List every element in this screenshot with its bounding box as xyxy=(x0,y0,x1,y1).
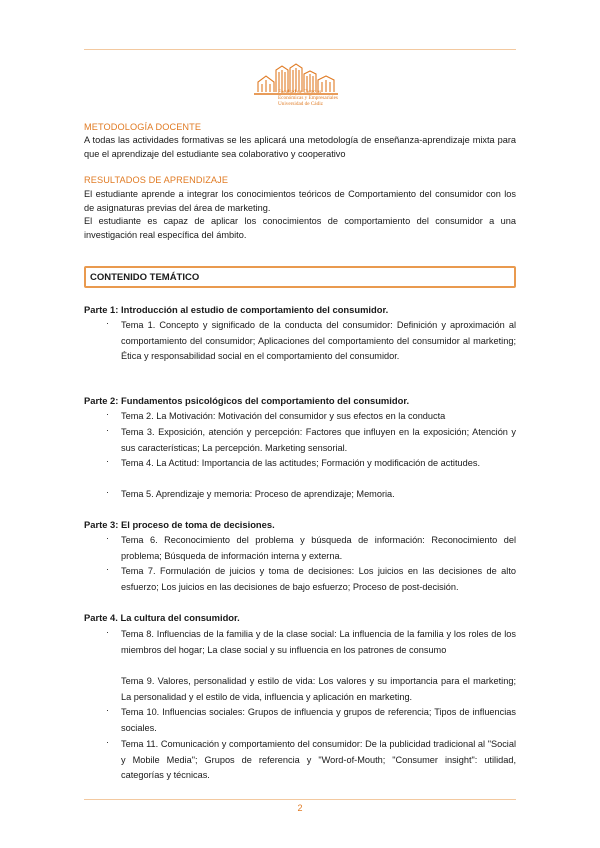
contenido-title: CONTENIDO TEMÁTICO xyxy=(90,272,200,283)
tema-4: Tema 4. La Actitud: Importancia de las actitudes; Formación y modificación de actitudes. xyxy=(121,458,481,468)
header-rule xyxy=(84,49,516,50)
bullet: · xyxy=(106,564,110,574)
logo-line-1: Facultad de Ciencias xyxy=(278,89,322,95)
parte-2-title: Parte 2: Fundamentos psicológicos del comportamiento del consumidor. xyxy=(84,395,410,406)
bullet: · xyxy=(106,487,110,497)
logo-line-2: Económicas y Empresariales xyxy=(278,95,338,101)
bullet: · xyxy=(106,705,110,715)
bullet: · xyxy=(106,737,110,747)
bullet: · xyxy=(106,627,110,637)
tema-6: Tema 6. Reconocimiento del problema y búsqueda de información: Reconocimiento del problema; Búsqueda de información interna y externa. xyxy=(121,535,516,561)
parte-1-title: Parte 1: Introducción al estudio de comportamiento del consumidor. xyxy=(84,304,389,315)
bullet: · xyxy=(106,533,110,543)
tema-11: Tema 11. Comunicación y comportamiento del consumidor: De la publicidad tradicional al "Social y Mobile Media"; Grupos de referencia y "Word-of-Mouth; "Consumer insight": utilidad, categorías y técnicas. xyxy=(121,739,516,780)
tema-1: Tema 1. Concepto y significado de la conducta del consumidor: Definición y aproximación al comportamiento del consumidor; Aplicaciones del comportamiento del consumidor al marketing; Ética y responsabilidad social en el comportamiento del consumidor. xyxy=(121,320,516,361)
bullet: · xyxy=(106,456,110,466)
tema-5: Tema 5. Aprendizaje y memoria: Proceso de aprendizaje; Memoria. xyxy=(121,489,395,499)
logo-line-3: Universidad de Cádiz xyxy=(278,101,323,107)
bullet: · xyxy=(106,425,110,435)
tema-9: Tema 9. Valores, personalidad y estilo de vida: Los valores y su importancia para el marketing; La personalidad y el estilo de vida, influencia y aplicación en marketing. xyxy=(121,676,516,702)
parte-3-title: Parte 3: El proceso de toma de decisiones. xyxy=(84,519,275,530)
footer-rule xyxy=(84,799,516,800)
resultados-heading: RESULTADOS DE APRENDIZAJE xyxy=(84,175,229,185)
tema-8: Tema 8. Influencias de la familia y de la clase social: La influencia de la familia y los roles de los miembros del hogar; La clase social y su influencia en los patrones de consumo xyxy=(121,629,516,655)
resultados-text-2: El estudiante es capaz de aplicar los conocimientos de comportamiento del consumidor a una investigación real específica del ámbito. xyxy=(84,216,516,240)
page-number: 2 xyxy=(297,803,303,813)
contenido-box xyxy=(84,266,516,288)
parte-4-title: Parte 4. La cultura del consumidor. xyxy=(84,612,240,623)
resultados-text-1: El estudiante aprende a integrar los conocimientos teóricos de Comportamiento del consumidor con los de asignaturas previas del área de marketing. xyxy=(84,189,516,213)
bullet: · xyxy=(106,409,110,419)
metodologia-heading: METODOLOGÍA DOCENTE xyxy=(84,122,202,132)
tema-10: Tema 10. Influencias sociales: Grupos de influencia y grupos de referencia; Tipos de influencias sociales. xyxy=(121,707,516,733)
tema-3: Tema 3. Exposición, atención y percepción: Factores que influyen en la exposición; Atención y sus características; La percepción. Marketing sensorial. xyxy=(121,427,516,453)
tema-7: Tema 7. Formulación de juicios y toma de decisiones: Los juicios en las decisiones de alto esfuerzo; Los juicios en las decisiones de bajo esfuerzo; Proceso de post-decisión. xyxy=(121,566,516,592)
tema-2: Tema 2. La Motivación: Motivación del consumidor y sus efectos en la conducta xyxy=(121,411,446,421)
logo-text xyxy=(278,89,338,107)
metodologia-text: A todas las actividades formativas se les aplicará una metodología de enseñanza-aprendizaje mixta para que el aprendizaje del estudiante sea colaborativo y cooperativo xyxy=(84,135,516,159)
bullet: · xyxy=(106,318,110,328)
